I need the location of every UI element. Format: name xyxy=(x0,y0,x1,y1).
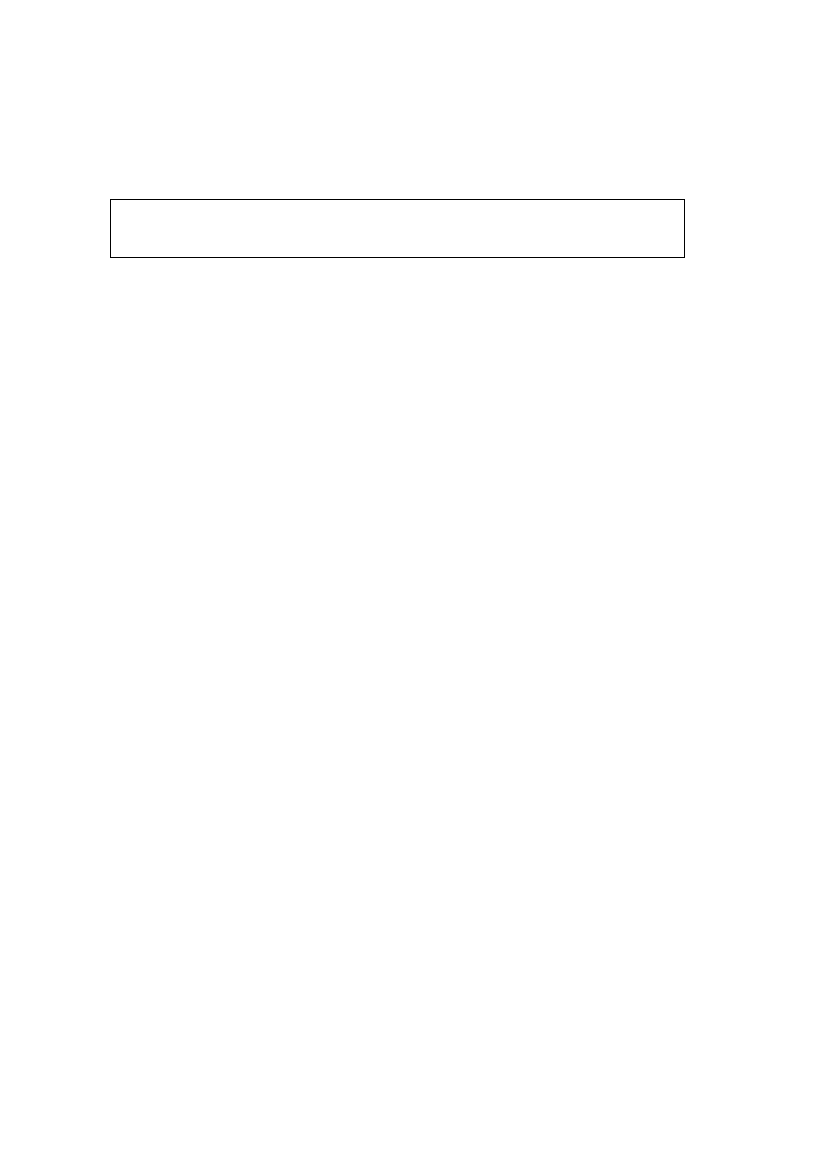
word-list-box xyxy=(110,199,685,258)
